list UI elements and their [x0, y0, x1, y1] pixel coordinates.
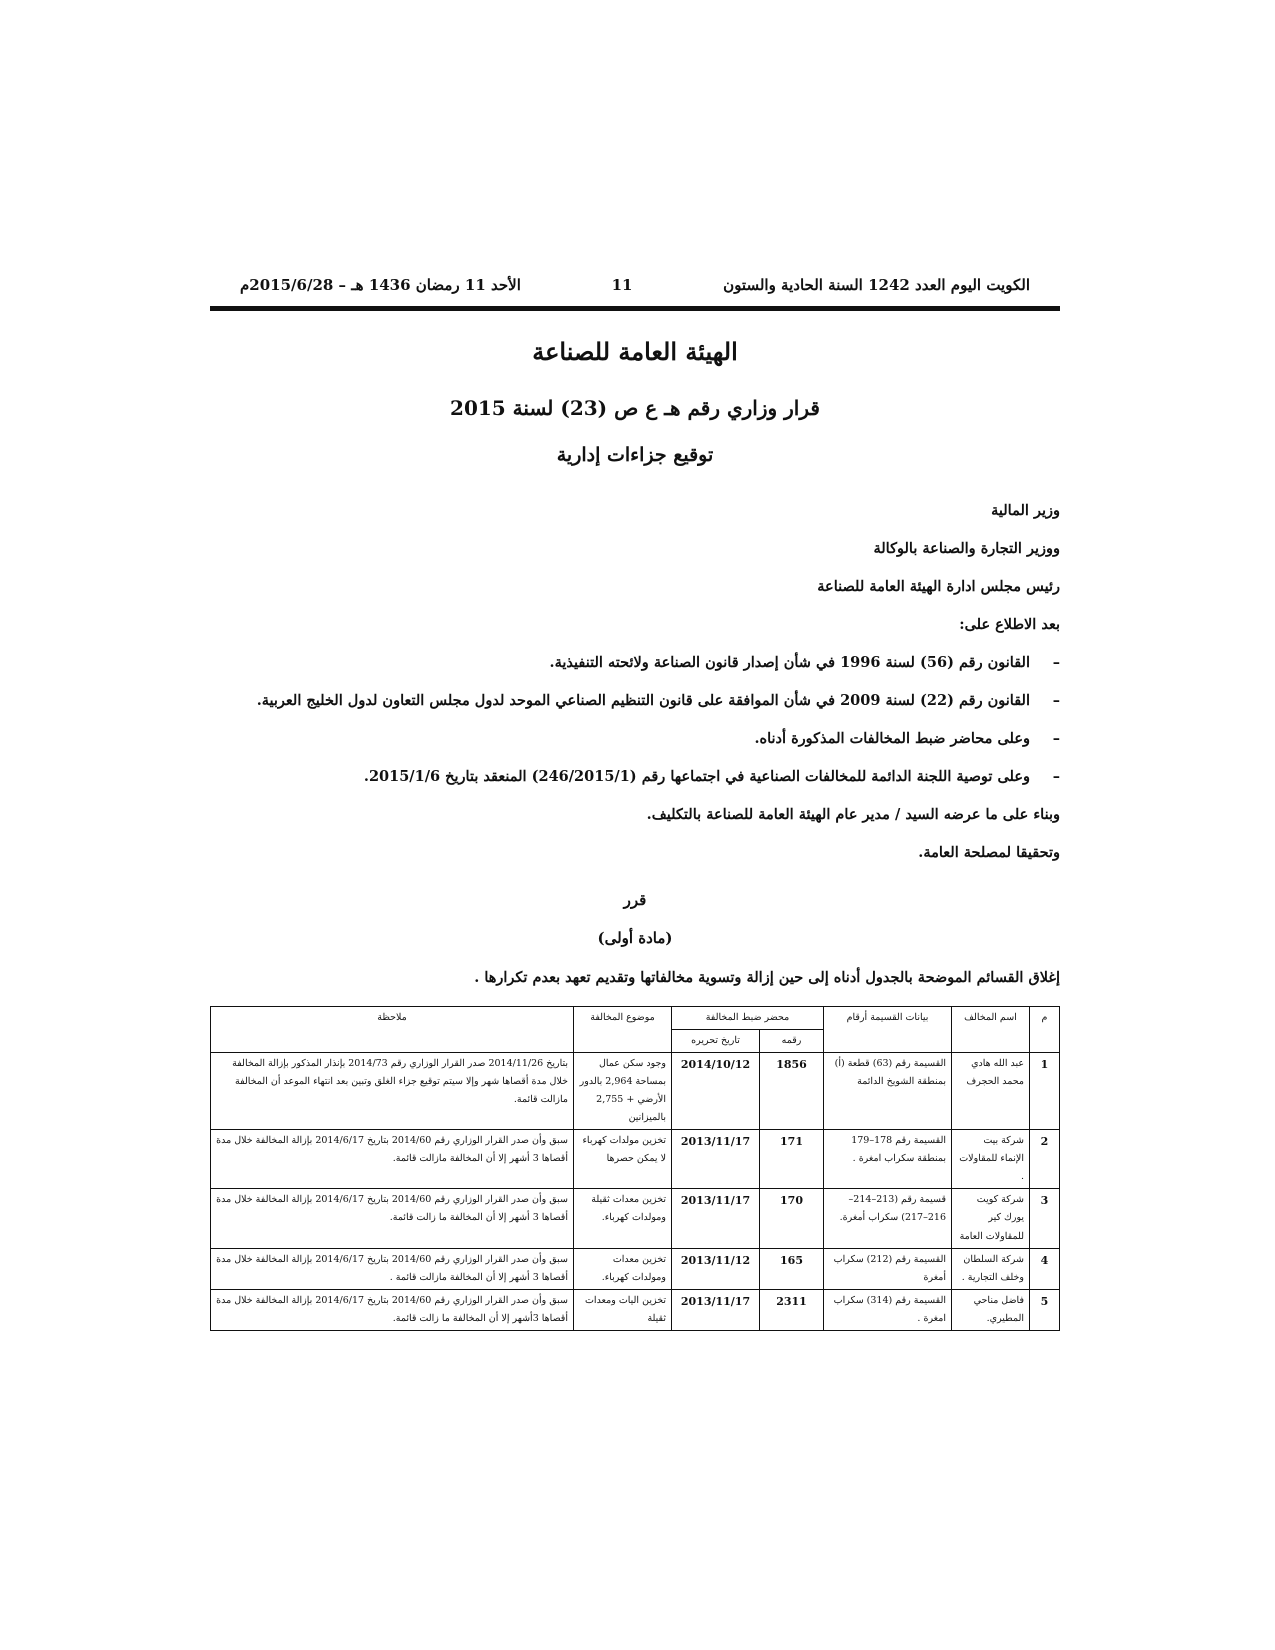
- header-plot: بيانات القسيمة أرقام: [824, 1007, 952, 1053]
- page-title: الهيئة العامة للصناعة: [532, 337, 738, 366]
- cell-record-date: 2013/11/17: [672, 1189, 760, 1248]
- cell-note: سبق وأن صدر القرار الوزاري رقم 2014/60 بتاريخ 2014/6/17 بإزالة المخالفة خلال مدة أقصاها 3 أشهر إلا أن المخالفة ما زالت قائمة.: [211, 1189, 574, 1248]
- cell-subject: وجود سكن عمال بمساحة 2,964 بالدور الأرضي + 2,755 بالميزانين: [574, 1053, 672, 1130]
- cell-violator: شركة بيت الإنماء للمقاولات .: [952, 1130, 1030, 1189]
- decision-number: قرار وزاري رقم هـ ع ص (23) لسنة 2015: [450, 396, 820, 420]
- cell-violator: فاضل مناحي المطيري.: [952, 1289, 1030, 1330]
- cell-no: 3: [1030, 1189, 1060, 1248]
- cell-record-date: 2014/10/12: [672, 1053, 760, 1130]
- header-date: الأحد 11 رمضان 1436 هـ – 2015/6/28م: [240, 276, 521, 294]
- table-row: [211, 1289, 1060, 1330]
- bullet-dash: –: [1052, 654, 1060, 671]
- cell-subject: تخزين معدات ومولدات كهرباء.: [574, 1248, 672, 1289]
- cell-subject: تخزين اليات ومعدات ثقيلة: [574, 1289, 672, 1330]
- cell-no: 1: [1030, 1053, 1060, 1130]
- bullet-item: [210, 730, 1060, 747]
- cell-record-date: 2013/11/17: [672, 1289, 760, 1330]
- closing-line: وبناء على ما عرضه السيد / مدير عام الهيئة العامة للصناعة بالتكليف.: [646, 806, 1060, 823]
- header-page-number: 11: [611, 276, 633, 294]
- cell-plot: القسيمة رقم 178–179 بمنطقة سكراب امغرة .: [824, 1130, 952, 1189]
- table-row: [211, 1130, 1060, 1189]
- table-row: [211, 1189, 1060, 1248]
- table-row: [211, 1053, 1060, 1130]
- article-heading: (مادة أولى): [597, 929, 673, 947]
- article-text: إغلاق القسائم الموضحة بالجدول أدناه إلى حين إزالة وتسوية مخالفاتها وتقديم تعهد بعدم تكرارها .: [474, 969, 1060, 986]
- cell-note: بتاريخ 2014/11/26 صدر القرار الوزاري رقم 2014/73 بإنذار المذكور بإزالة المخالفة خلال مدة أقصاها شهر وإلا سيتم توقيع جزاء الغلق وتبين بعد انتهاء الموعد أن المخالفة مازالت قائمة.: [211, 1053, 574, 1130]
- cell-no: 2: [1030, 1130, 1060, 1189]
- cell-record-no: 1856: [760, 1053, 824, 1130]
- cell-record-date: 2013/11/12: [672, 1248, 760, 1289]
- cell-violator: عبد الله هادي محمد الحجرف: [952, 1053, 1030, 1130]
- cell-plot: القسيمة رقم (314) سكراب امغرة .: [824, 1289, 952, 1330]
- bullet-item: [210, 654, 1060, 671]
- cell-plot: قسيمة رقم (213–214–216–217) سكراب أمغرة.: [824, 1189, 952, 1248]
- header-violator: اسم المخالف: [952, 1007, 1030, 1053]
- cell-note: سبق وأن صدر القرار الوزاري رقم 2014/60 بتاريخ 2014/6/17 بإزالة المخالفة خلال مدة أقصاها 3 أشهر إلا أن المخالفة مازالت قائمة .: [211, 1248, 574, 1289]
- cell-record-no: 165: [760, 1248, 824, 1289]
- bullet-text: القانون رقم (56) لسنة 1996 في شأن إصدار قانون الصناعة ولائحته التنفيذية.: [549, 654, 1030, 671]
- table-row: [211, 1248, 1060, 1289]
- bullet-dash: –: [1052, 768, 1060, 785]
- cell-subject: تخزين مولدات كهرباء لا يمكن حصرها: [574, 1130, 672, 1189]
- closing-line: وتحقيقا لمصلحة العامة.: [918, 844, 1060, 861]
- bullet-item: [210, 768, 1060, 785]
- header-record: محضر ضبط المخالفة: [672, 1007, 824, 1030]
- header-no: م: [1030, 1007, 1060, 1053]
- cell-violator: شركة كويت يورك كير للمقاولات العامة: [952, 1189, 1030, 1248]
- cell-no: 4: [1030, 1248, 1060, 1289]
- header-issue: الكويت اليوم العدد 1242 السنة الحادية والستون: [723, 276, 1030, 294]
- bullet-dash: –: [1052, 692, 1060, 709]
- bullet-item: [210, 692, 1060, 709]
- preamble-line: بعد الاطلاع على:: [959, 616, 1060, 633]
- header-record-date: تاريخ تحريره: [672, 1030, 760, 1053]
- cell-subject: تخزين معدات ثقيلة ومولدات كهرباء.: [574, 1189, 672, 1248]
- preamble-line: وزير المالية: [991, 502, 1060, 519]
- cell-record-no: 171: [760, 1130, 824, 1189]
- page-header: [210, 270, 1060, 300]
- decision-subject: توقيع جزاءات إدارية: [556, 444, 714, 466]
- bullet-text: وعلى محاضر ضبط المخالفات المذكورة أدناه.: [754, 730, 1030, 747]
- bullet-dash: –: [1052, 730, 1060, 747]
- header-record-no: رقمه: [760, 1030, 824, 1053]
- cell-record-no: 170: [760, 1189, 824, 1248]
- preamble-line: رئيس مجلس ادارة الهيئة العامة للصناعة: [817, 578, 1060, 595]
- cell-record-date: 2013/11/17: [672, 1130, 760, 1189]
- cell-violator: شركة السلطان وخلف التجارية .: [952, 1248, 1030, 1289]
- bullet-text: القانون رقم (22) لسنة 2009 في شأن الموافقة على قانون التنظيم الصناعي الموحد لدول مجلس التعاون لدول الخليج العربية.: [256, 692, 1030, 709]
- header-subject: موضوع المخالفة: [574, 1007, 672, 1053]
- header-note: ملاحظة: [211, 1007, 574, 1053]
- cell-note: سبق وأن صدر القرار الوزاري رقم 2014/60 بتاريخ 2014/6/17 بإزالة المخالفة خلال مدة أقصاها 3 أشهر إلا أن المخالفة مازالت قائمة.: [211, 1130, 574, 1189]
- cell-note: سبق وأن صدر القرار الوزاري رقم 2014/60 بتاريخ 2014/6/17 بإزالة المخالفة خلال مدة أقصاها 3أشهر إلا أن المخالفة ما زالت قائمة.: [211, 1289, 574, 1330]
- bullet-text: وعلى توصية اللجنة الدائمة للمخالفات الصناعية في اجتماعها رقم (246/2015/1) المنعقد بتاريخ 2015/1/6.: [363, 768, 1030, 785]
- preamble-line: ووزير التجارة والصناعة بالوكالة: [873, 540, 1060, 557]
- gazette-page: [210, 270, 1060, 1331]
- decided-heading: قرر: [623, 891, 647, 909]
- cell-no: 5: [1030, 1289, 1060, 1330]
- cell-plot: القسيمة رقم (212) سكراب أمغرة: [824, 1248, 952, 1289]
- cell-plot: القسيمة رقم (63) قطعة (أ) بمنطقة الشويخ الدائمة: [824, 1053, 952, 1130]
- violations-table: [210, 1006, 1060, 1331]
- cell-record-no: 2311: [760, 1289, 824, 1330]
- header-rule: [210, 306, 1060, 311]
